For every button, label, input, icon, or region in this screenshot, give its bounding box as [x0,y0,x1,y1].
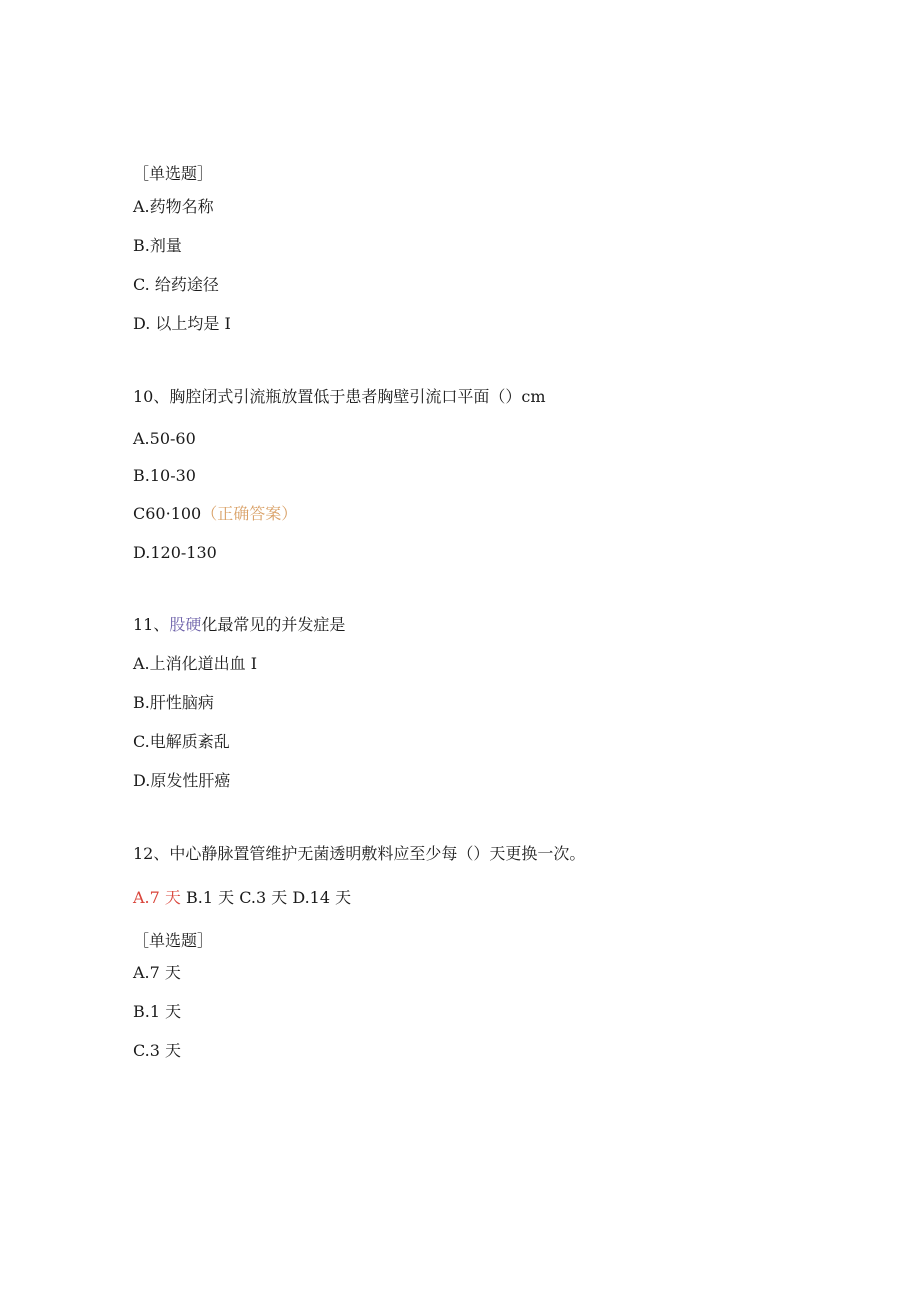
question-11-text [133,615,345,635]
q12-option-a: A.7 天 [133,963,181,982]
option-a: A.药物名称 [133,197,214,216]
q12-option-b: B.1 天 [133,1002,182,1021]
option-d: D. 以上均是 I [133,314,231,333]
question-10-text: 10、胸腔闭式引流瓶放置低于患者胸壁引流口平面（）cm [133,387,546,406]
q12-inline-options [133,888,351,908]
q12-option-c: C.3 天 [133,1041,182,1060]
correct-answer-note: （正确答案） [201,504,298,523]
q12-inline-options-rest: B.1 天 C.3 天 D.14 天 [180,888,352,907]
option-b: B.剂量 [133,236,182,255]
q11-option-d: D.原发性肝癌 [133,771,231,790]
q10-option-b: B.10-30 [133,466,196,485]
q10-option-c [133,504,297,524]
q12-question-type-tag: ［单选题］ [133,931,214,950]
q11-option-a: A.上消化道出血 I [133,654,258,673]
question-12-text: 12、中心静脉置管维护无菌透明敷料应至少每（）天更换一次。 [133,844,586,863]
q11-number: 11、 [133,615,170,634]
q12-inline-option-a: A.7 天 [133,888,181,907]
q11-option-c: C.电解质紊乱 [133,732,230,751]
q10-option-d: D.120-130 [133,543,217,562]
q11-option-b: B.肝性脑病 [133,693,214,712]
q11-question-rest: 化最常见的并发症是 [201,615,346,634]
q11-highlight-term: 股硬 [169,615,202,634]
question-type-tag: ［单选题］ [133,164,214,183]
q10-option-a: A.50-60 [133,429,196,448]
q10-option-c-label: C60·100 [133,504,202,523]
option-c: C. 给药途径 [133,275,219,294]
